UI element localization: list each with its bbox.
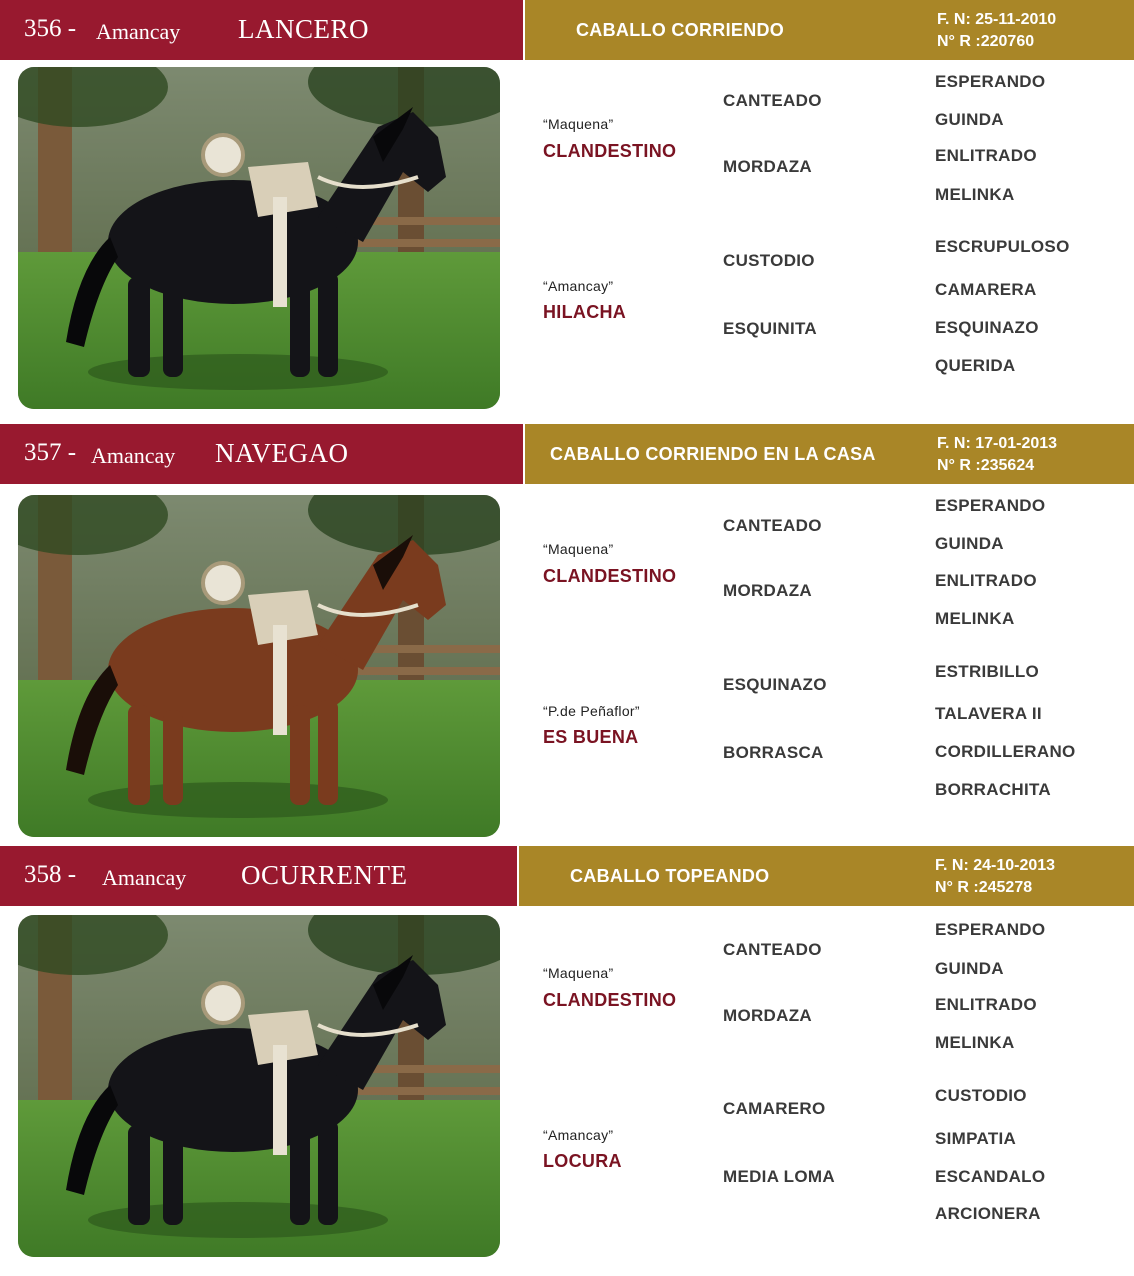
ggp-8: ARCIONERA bbox=[935, 1204, 1041, 1223]
dam-dam: MEDIA LOMA bbox=[723, 1167, 835, 1186]
ggp-4: MELINKA bbox=[935, 185, 1015, 204]
sire-name: CLANDESTINO bbox=[543, 141, 677, 161]
ggp-6: TALAVERA II bbox=[935, 704, 1042, 723]
ggp-6: CAMARERA bbox=[935, 280, 1037, 299]
dam-farm: “Amancay” bbox=[543, 278, 614, 294]
horse-photo bbox=[18, 495, 500, 837]
ggp-3: ENLITRADO bbox=[935, 146, 1037, 165]
ggp-2: GUINDA bbox=[935, 110, 1004, 129]
dam-name: ES BUENA bbox=[543, 727, 639, 747]
lot-number: 358 - bbox=[24, 861, 77, 888]
ggp-1: ESPERANDO bbox=[935, 920, 1046, 939]
ggp-7: CORDILLERANO bbox=[935, 742, 1076, 761]
sire-dam: MORDAZA bbox=[723, 1006, 812, 1025]
ggp-4: MELINKA bbox=[935, 1033, 1015, 1052]
dam-name: HILACHA bbox=[543, 302, 627, 322]
horse-registration bbox=[937, 9, 1056, 53]
sire-dam: MORDAZA bbox=[723, 581, 812, 600]
dam-sire: ESQUINAZO bbox=[723, 675, 827, 694]
lot-356 bbox=[0, 0, 1134, 420]
ggp-5: ESCRUPULOSO bbox=[935, 237, 1070, 256]
sire-farm: “Maquena” bbox=[543, 965, 614, 981]
lot-357 bbox=[0, 424, 1134, 844]
dam-farm: “P.de Peñaflor” bbox=[543, 703, 640, 719]
dam-name: LOCURA bbox=[543, 1151, 622, 1171]
sire-sire: CANTEADO bbox=[723, 940, 822, 959]
lot-header-right bbox=[519, 846, 1134, 906]
horse-registration bbox=[937, 433, 1057, 477]
horse-name: LANCERO bbox=[238, 14, 369, 44]
horse-photo bbox=[18, 67, 500, 409]
ggp-8: QUERIDA bbox=[935, 356, 1016, 375]
sire-name: CLANDESTINO bbox=[543, 990, 677, 1010]
lot-header-left bbox=[0, 846, 517, 906]
sire-sire: CANTEADO bbox=[723, 91, 822, 110]
ggp-4: MELINKA bbox=[935, 609, 1015, 628]
registry-number: N° R :220760 bbox=[937, 33, 1035, 50]
lot-header-left bbox=[0, 424, 523, 484]
horse-name: OCURRENTE bbox=[241, 860, 408, 890]
ggp-7: ESQUINAZO bbox=[935, 318, 1039, 337]
sire-farm: “Maquena” bbox=[543, 116, 614, 132]
lot-header-right bbox=[525, 0, 1134, 60]
birth-date: F. N: 24-10-2013 bbox=[935, 857, 1056, 874]
dam-dam: BORRASCA bbox=[723, 743, 824, 762]
horse-category: CABALLO CORRIENDO bbox=[576, 20, 785, 40]
ggp-8: BORRACHITA bbox=[935, 780, 1052, 799]
lot-358 bbox=[0, 846, 1134, 1266]
sire-dam: MORDAZA bbox=[723, 157, 812, 176]
birth-date: F. N: 25-11-2010 bbox=[937, 11, 1057, 28]
registry-number: N° R :235624 bbox=[937, 457, 1035, 474]
sire-sire: CANTEADO bbox=[723, 516, 822, 535]
ggp-2: GUINDA bbox=[935, 959, 1004, 978]
ggp-3: ENLITRADO bbox=[935, 995, 1037, 1014]
horse-category: CABALLO TOPEANDO bbox=[570, 866, 770, 886]
ggp-2: GUINDA bbox=[935, 534, 1004, 553]
sire-name: CLANDESTINO bbox=[543, 566, 677, 586]
dam-sire: CUSTODIO bbox=[723, 251, 815, 270]
lot-farm: Amancay bbox=[102, 865, 187, 890]
lot-header-right bbox=[525, 424, 1134, 484]
horse-category: CABALLO CORRIENDO EN LA CASA bbox=[550, 444, 876, 464]
dam-farm: “Amancay” bbox=[543, 1127, 614, 1143]
horse-registration bbox=[935, 855, 1055, 899]
ggp-1: ESPERANDO bbox=[935, 496, 1046, 515]
ggp-1: ESPERANDO bbox=[935, 72, 1046, 91]
lot-number: 357 - bbox=[24, 439, 77, 466]
lot-header-left bbox=[0, 0, 523, 60]
birth-date: F. N: 17-01-2013 bbox=[937, 435, 1058, 452]
lot-farm: Amancay bbox=[96, 19, 181, 44]
ggp-7: ESCANDALO bbox=[935, 1167, 1046, 1186]
dam-sire: CAMARERO bbox=[723, 1099, 826, 1118]
horse-photo bbox=[18, 915, 500, 1257]
horse-name: NAVEGAO bbox=[215, 438, 349, 468]
ggp-5: CUSTODIO bbox=[935, 1086, 1027, 1105]
lot-farm: Amancay bbox=[91, 443, 176, 468]
ggp-5: ESTRIBILLO bbox=[935, 662, 1040, 681]
sire-farm: “Maquena” bbox=[543, 541, 614, 557]
dam-dam: ESQUINITA bbox=[723, 319, 818, 338]
registry-number: N° R :245278 bbox=[935, 879, 1033, 896]
ggp-6: SIMPATIA bbox=[935, 1129, 1017, 1148]
lot-number: 356 - bbox=[24, 15, 77, 42]
ggp-3: ENLITRADO bbox=[935, 571, 1037, 590]
